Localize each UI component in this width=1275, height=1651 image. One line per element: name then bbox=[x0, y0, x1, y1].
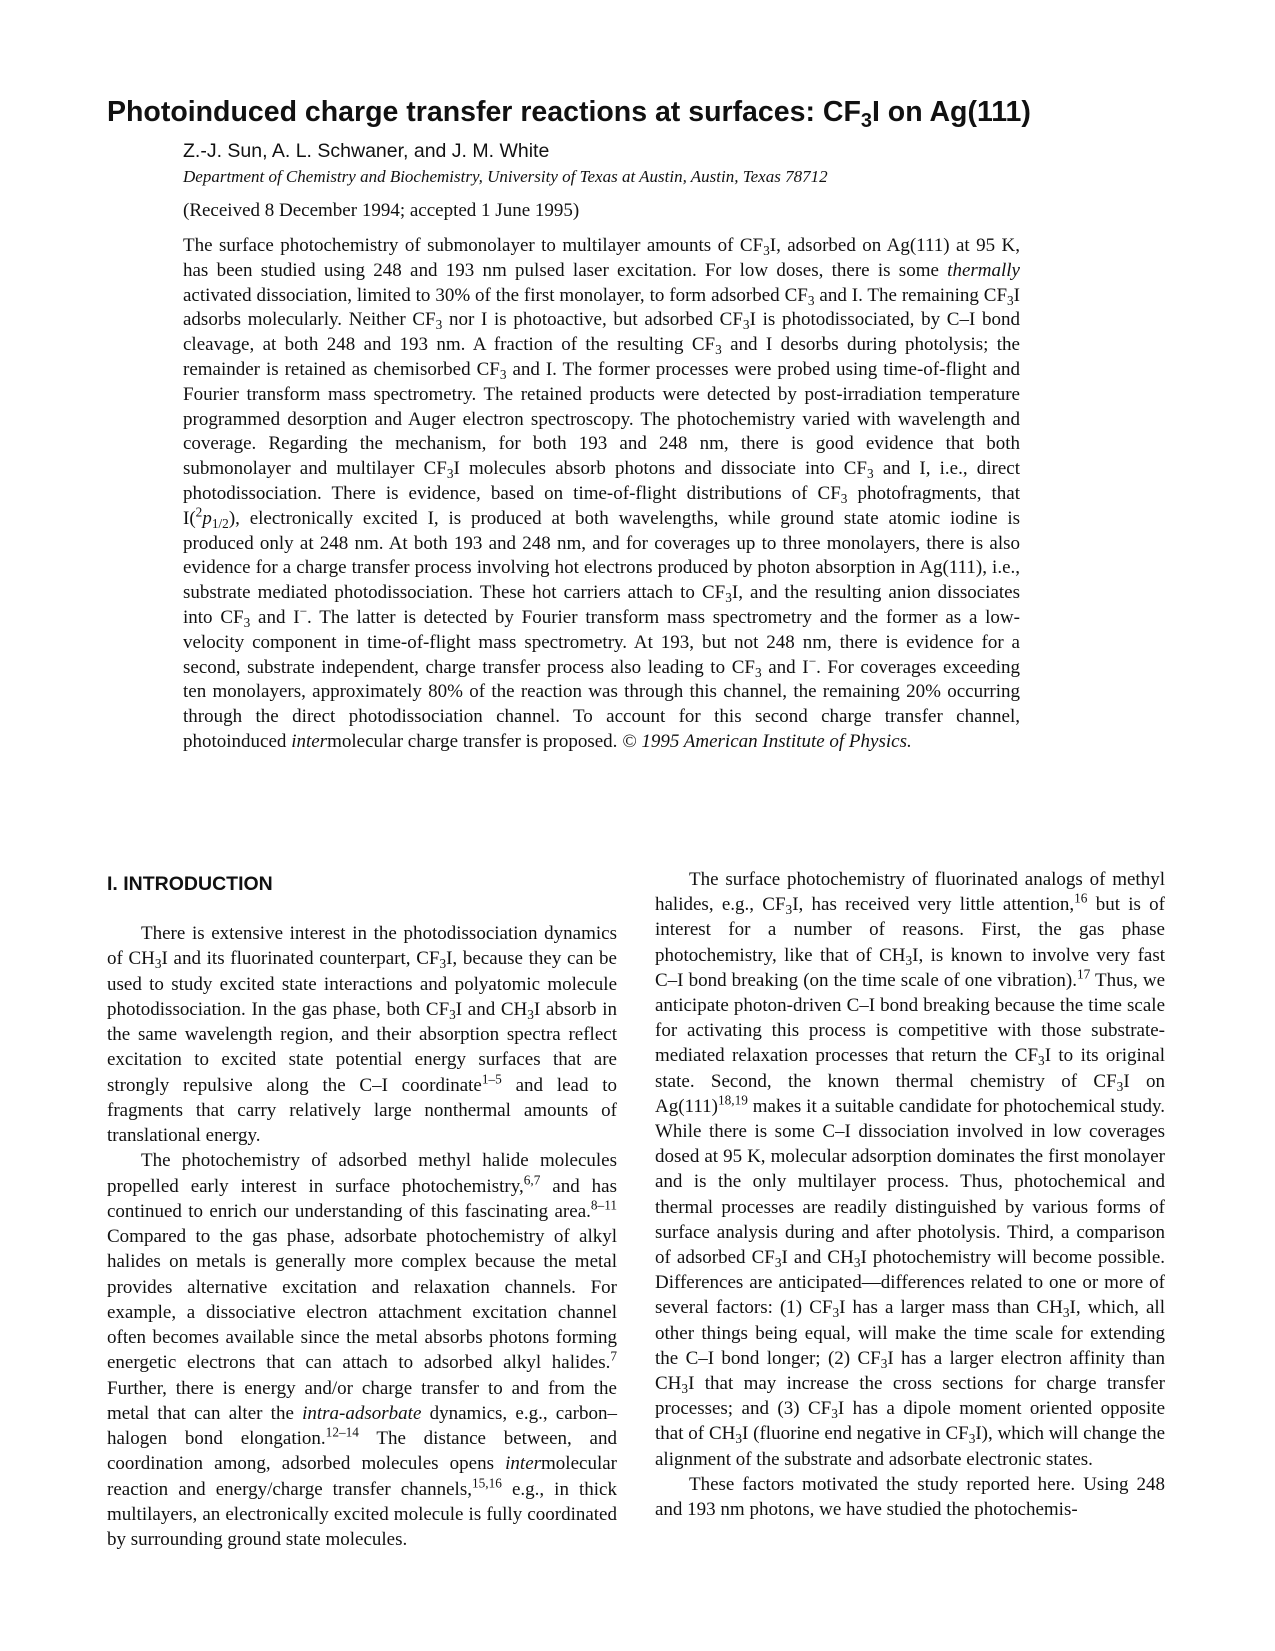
intro-paragraph-2: The photochemistry of adsorbed methyl halide molecules propelled early interest in surface photochemistry,$^{6,7}$ and has continued to enrich our understanding of this fascinating area.$^{8-11}$ Compared to the gas phase, adsorbate photochemistry of alkyl halides on metals is generally more complex because the metal provides alternative excitation and relaxation channels. For example, a dissociative electron attachment excitation channel often becomes available since the metal absorbs photons forming energetic electrons that can attach to adsorbed alkyl halides.$^7$ Further, there is energy and/or charge transfer to and from the metal that can alter the intra-adsorbate dynamics, e.g., carbon–halogen bond elongation.$^{12-14}$ The distance between, and coordination among, adsorbed molecules opens intermolecular reaction and energy/charge transfer channels,$^{15,16}$ e.g., in thick multilayers, an electronically excited molecule is fully coordinated by surrounding ground state molecules. bbox=[107, 1150, 617, 1550]
intro-paragraph-4: These factors motivated the study reported here. Using 248 and 193 nm photons, we have studied the photochemis- bbox=[655, 1473, 1165, 1521]
left-column bbox=[107, 921, 617, 1552]
intro-paragraph-1: There is extensive interest in the photodissociation dynamics of $CH_3I$ and its fluorinated counterpart, $CF_3I$, because they can be used to study excited state interactions and polyatomic molecule photodissociation. In the gas phase, both $CF_3I$ and $CH_3I$ absorb in the same wavelength region, and their absorption spectra reflect excitation to excited state potential energy surfaces that are strongly repulsive along the C–I coordinate$^{1-5}$ and lead to fragments that carry relatively large nonthermal amounts of translational energy. bbox=[107, 923, 617, 1146]
right-column bbox=[655, 867, 1165, 1522]
section-heading-introduction: I. INTRODUCTION bbox=[107, 873, 273, 895]
affiliation: Department of Chemistry and Biochemistry, University of Texas at Austin, Austin, Texas 78712 bbox=[183, 167, 828, 186]
intro-paragraph-3: The surface photochemistry of fluorinated analogs of methyl halides, e.g., $CF_3I$, has received very little attention,$^{16}$ but is of interest for a number of reasons. First, the gas phase photochemistry, like that of $CH_3I$, is known to involve very fast C–I bond breaking (on the time scale of one vibration).$^{17}$ Thus, we anticipate photon-driven C–I bond breaking because the time scale for activating this process is competitive with those substrate-mediated relaxation processes that return the $CF_3I$ to its original state. Second, the known thermal chemistry of $CF_3I$ on $Ag(111)^{18,19}$ makes it a suitable candidate for photochemical study. While there is some C–I dissociation involved in low coverages dosed at 95 K, molecular adsorption dominates the first monolayer and is the only multilayer process. Thus, photochemical and thermal processes are readily distinguished by various forms of surface analysis during and after photolysis. Third, a comparison of adsorbed $CF_3I$ and $CH_3I$ photochemistry will become possible. Differences are anticipated—differences related to one or more of several factors: (1) $CF_3I$ has a larger mass than $CH_3I$, which, all other things being equal, will make the time scale for extending the C–I bond longer; (2) $CF_3I$ has a larger electron affinity than $CH_3I$ that may increase the cross sections for charge transfer processes; and (3) $CF_3I$ has a dipole moment oriented opposite that of $CH_3I$ (fluorine end negative in $CF_3I$), which will change the alignment of the substrate and adsorbate electronic states. bbox=[655, 869, 1166, 1470]
received-dates: (Received 8 December 1994; accepted 1 June 1995) bbox=[183, 200, 580, 221]
paper-title: Photoinduced charge transfer reactions at surfaces: $CF_3I$ on Ag(111) bbox=[107, 96, 1031, 132]
abstract-text: The surface photochemistry of submonolayer to multilayer amounts of $CF_3I$, adsorbed on Ag(111) at 95 K, has been studied using 248 and 193 nm pulsed laser excitation. For low doses, there is some thermally activated dissociation, limited to 30% of the first monolayer, to form adsorbed $CF_3$ and I. The remaining $CF_3I$ adsorbs molecularly. Neither $CF_3$ nor I is photoactive, but adsorbed $CF_3I$ is photodissociated, by C–I bond cleavage, at both 248 and 193 nm. A fraction of the resulting $CF_3$ and I desorbs during photolysis; the remainder is retained as chemisorbed $CF_3$ and I. The former processes were probed using time-of-flight and Fourier transform mass spectrometry. The retained products were detected by post-irradiation temperature programmed desorption and Auger electron spectroscopy. The photochemistry varied with wavelength and coverage. Regarding the mechanism, for both 193 and 248 nm, there is good evidence that both submonolayer and multilayer $CF_3I$ molecules absorb photons and dissociate into $CF_3$ and I, i.e., direct photodissociation. There is evidence, based on time-of-flight distributions of $CF_3$ photofragments, that $I(^2p_{1/2})$, electronically excited I, is produced at both wavelengths, while ground state atomic iodine is produced only at 248 nm. At both 193 and 248 nm, and for coverages up to three monolayers, there is also evidence for a charge transfer process involving hot electrons produced by photon absorption in Ag(111), i.e., substrate mediated photodissociation. These hot carriers attach to $CF_3I$, and the resulting anion dissociates into $CF_3$ and I−. The latter is detected by Fourier transform mass spectrometry and the former as a low-velocity component in time-of-flight mass spectrometry. At 193, but not 248 nm, there is evidence for a second, substrate independent, charge transfer process also leading to $CF_3$ and I−. For coverages exceeding ten monolayers, approximately 80% of the reaction was through this channel, the remaining 20% occurring through the direct photodissociation channel. To account for this second charge transfer channel, photoinduced intermolecular charge transfer is proposed. © 1995 American Institute of Physics. bbox=[183, 235, 1021, 752]
author-list: Z.-J. Sun, A. L. Schwaner, and J. M. White bbox=[183, 140, 550, 162]
abstract bbox=[183, 234, 1020, 755]
